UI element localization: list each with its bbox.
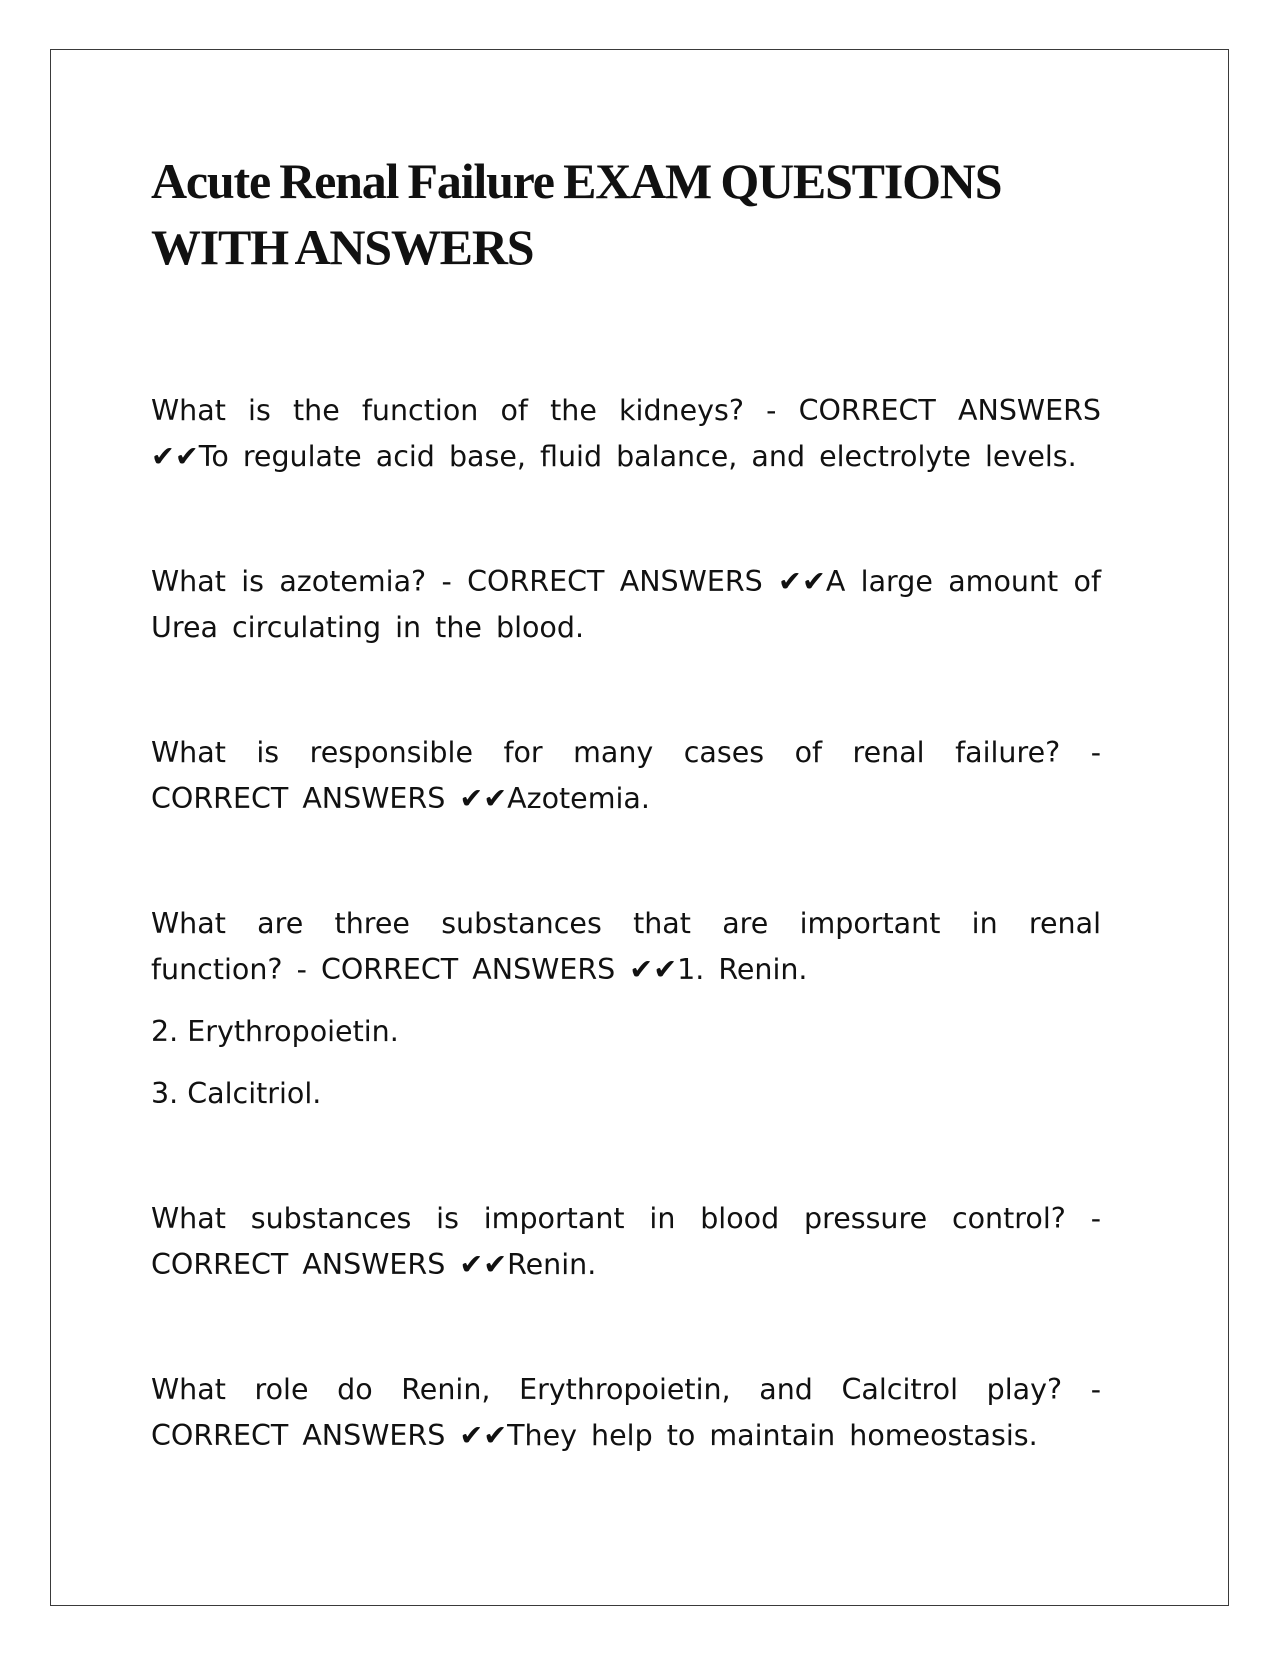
document-body [151,148,1101,1538]
qa-list-line-2: 2. Erythropoietin. [151,1015,399,1048]
qa-item-blood-pressure: What substances is important in blood pressure control? - CORRECT ANSWERS ✔✔Renin. [151,1202,1101,1281]
qa-item-kidney-function: What is the function of the kidneys? - CORRECT ANSWERS ✔✔To regulate acid base, fluid balance, and electrolyte levels. [151,394,1101,473]
qa-item-renal-substances [151,901,1101,1117]
document-title: Acute Renal Failure EXAM QUESTIONS WITH ANSWERS [151,153,1002,275]
qa-item-renal-substances-text: What are three substances that are important in renal function? - CORRECT ANSWERS ✔✔1. Renin. [151,907,1101,986]
qa-item-azotemia: What is azotemia? - CORRECT ANSWERS ✔✔A large amount of Urea circulating in the blood. [151,565,1101,644]
qa-list-line-3: 3. Calcitriol. [151,1077,322,1110]
qa-list [151,388,1101,1459]
qa-item-renal-failure-cause: What is responsible for many cases of renal failure? - CORRECT ANSWERS ✔✔Azotemia. [151,736,1101,815]
qa-item-homeostasis-role: What role do Renin, Erythropoietin, and Calcitrol play? - CORRECT ANSWERS ✔✔They help to maintain homeostasis. [151,1373,1101,1452]
